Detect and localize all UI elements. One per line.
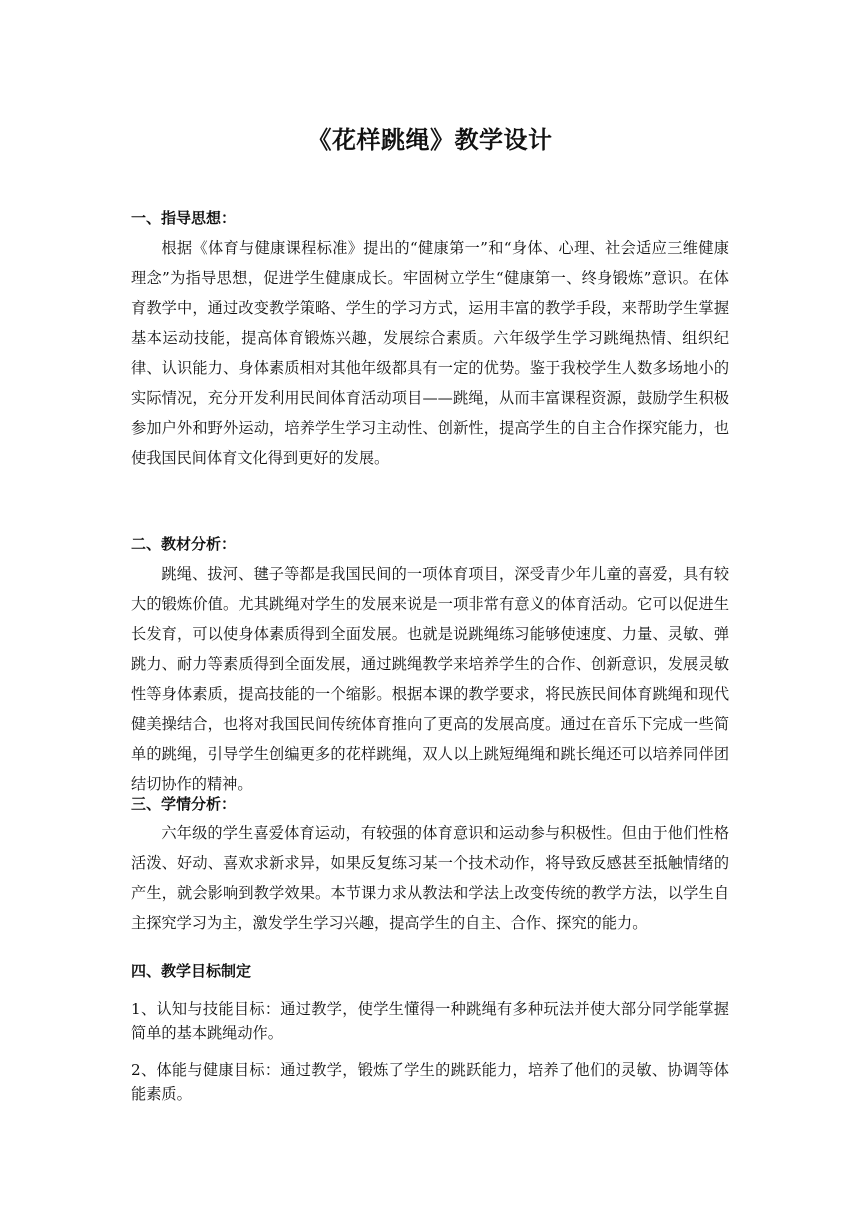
goal-item: 1、认知与技能目标：通过教学，使学生懂得一种跳绳有多种玩法并使大部分同学能掌握简单的基本跳绳动作。 bbox=[131, 1000, 729, 1042]
section-heading-student-analysis: 三、学情分析： bbox=[131, 795, 237, 813]
section-heading-teaching-goals: 四、教学目标制定 bbox=[131, 962, 252, 980]
section-body-student-analysis: 六年级的学生喜爱体育运动，有较强的体育意识和运动参与积极性。但由于他们性格活泼、好动、喜欢求新求异，如果反复练习某一个技术动作，将导致反感甚至抵触情绪的产生，就会影响到教学效果。本节课力求从教法和学法上改变传统的教学方法，以学生自主探究学习为主，激发学生学习兴趣，提高学生的自主、合作、探究的能力。 bbox=[131, 824, 729, 932]
document-title: 《花样跳绳》教学设计 bbox=[307, 125, 553, 154]
section-body-material-analysis: 跳绳、拔河、毽子等都是我国民间的一项体育项目，深受青少年儿童的喜爱，具有较大的锻炼价值。尤其跳绳对学生的发展来说是一项非常有意义的体育活动。它可以促进生长发育，可以使身体素质得到全面发展。也就是说跳绳练习能够使速度、力量、灵敏、弹跳力、耐力等素质得到全面发展，通过跳绳教学来培养学生的合作、创新意识，发展灵敏性等身体素质，提高技能的一个缩影。根据本课的教学要求，将民族民间体育跳绳和现代健美操结合，也将对我国民间传统体育推向了更高的发展高度。通过在音乐下完成一些简单的跳绳，引导学生创编更多的花样跳绳，双人以上跳短绳绳和跳长绳还可以培养同伴团结切协作的精神。 bbox=[131, 565, 729, 793]
goal-item: 2、体能与健康目标：通过教学，锻炼了学生的跳跃能力，培养了他们的灵敏、协调等体能素质。 bbox=[131, 1061, 729, 1103]
section-body-guiding-ideology: 根据《体育与健康课程标准》提出的“健康第一”和“身体、心理、社会适应三维健康理念”为指导思想，促进学生健康成长。牢固树立学生“健康第一、终身锻炼”意识。在体育教学中，通过改变教学策略、学生的学习方式，运用丰富的教学手段，来帮助学生掌握基本运动技能，提高体育锻炼兴趣，发展综合素质。六年级学生学习跳绳热情、组织纪律、认识能力、身体素质相对其他年级都具有一定的优势。鉴于我校学生人数多场地小的实际情况，充分开发利用民间体育活动项目——跳绳，从而丰富课程资源，鼓励学生积极参加户外和野外运动，培养学生学习主动性、创新性，提高学生的自主合作探究能力，也使我国民间体育文化得到更好的发展。 bbox=[131, 239, 729, 467]
section-heading-guiding-ideology: 一、指导思想： bbox=[131, 209, 237, 227]
section-heading-material-analysis: 二、教材分析： bbox=[131, 535, 237, 553]
